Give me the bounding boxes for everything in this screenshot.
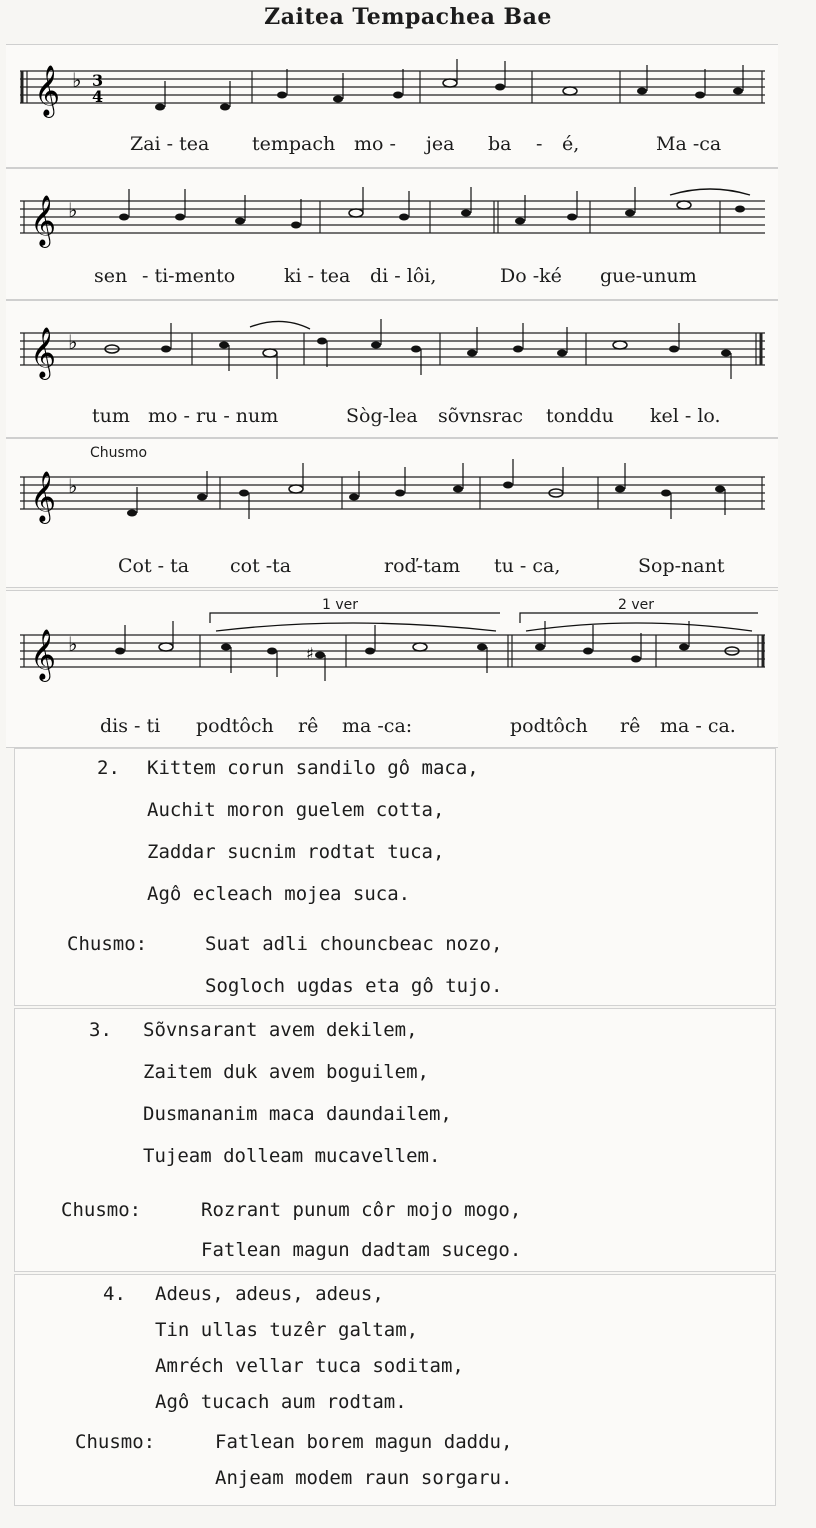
lyric-word: ki - tea <box>284 265 351 287</box>
svg-text:♭: ♭ <box>68 632 78 656</box>
chorus-line: Suat adli chouncbeac nozo, <box>205 933 503 955</box>
lyric-word: sen <box>94 265 128 287</box>
staff-1-notation <box>20 55 770 135</box>
second-ending-marker: 2 ver <box>618 597 655 613</box>
verse-line: Dusmananim maca daundailem, <box>143 1103 452 1125</box>
verse-line: Sõvnsarant avem dekilem, <box>143 1019 418 1041</box>
music-staff-2 <box>6 168 778 300</box>
lyric-word: Sop-nant <box>638 555 725 577</box>
lyric-word: ma - ca. <box>660 715 736 737</box>
treble-clef-icon: 𝄞 <box>30 629 57 680</box>
lyric-word: Zai - tea <box>130 133 210 155</box>
svg-text:♯: ♯ <box>306 644 314 663</box>
lyric-word: Ma -ca <box>656 133 722 155</box>
lyric-word: - ti-mento <box>142 265 236 287</box>
chorus-line: Sogloch ugdas eta gô tujo. <box>205 975 503 997</box>
verse-line: Agô tucach aum rodtam. <box>155 1391 407 1413</box>
lyric-word: di - lôi, <box>370 265 437 287</box>
svg-text:♭: ♭ <box>68 330 78 354</box>
chorus-line: Fatlean magun dadtam sucego. <box>201 1239 522 1261</box>
music-staff-5 <box>6 590 778 748</box>
lyric-word: ba <box>488 133 512 155</box>
lyric-word: tu - ca, <box>494 555 561 577</box>
svg-text:♭: ♭ <box>72 68 82 92</box>
music-staff-3 <box>6 300 778 438</box>
first-ending-marker: 1 ver <box>322 597 359 613</box>
lyric-word: - <box>536 133 543 155</box>
chorus-line: Anjeam modem raun sorgaru. <box>215 1467 513 1489</box>
lyric-word: ma -ca: <box>342 715 413 737</box>
lyric-word: Do -ké <box>500 265 562 287</box>
chorus-label: Chusmo: <box>75 1431 156 1453</box>
lyric-word: sõvnsrac <box>438 405 523 427</box>
lyric-word: rê <box>620 715 641 737</box>
lyric-word: mo - ru - num <box>148 405 279 427</box>
verse-line: Agô ecleach mojea suca. <box>147 883 411 905</box>
verse-line: Tujeam dolleam mucavellem. <box>143 1145 441 1167</box>
treble-clef-icon: 𝄞 <box>30 471 57 522</box>
verse-number: 4. <box>103 1283 126 1305</box>
lyric-word: tempach <box>252 133 336 155</box>
verse-number: 2. <box>97 757 120 779</box>
song-title: Zaitea Tempachea Bae <box>264 4 552 30</box>
chorus-line: Rozrant punum côr mojo mogo, <box>201 1199 522 1221</box>
staff-5-notation <box>20 605 770 715</box>
lyric-word: dis - ti <box>100 715 161 737</box>
verse-4 <box>14 1274 776 1506</box>
lyric-word: gue-unum <box>600 265 697 287</box>
svg-text:♭: ♭ <box>68 474 78 498</box>
verse-3 <box>14 1008 776 1272</box>
chorus-line: Fatlean borem magun daddu, <box>215 1431 513 1453</box>
svg-text:♭: ♭ <box>68 198 78 222</box>
verse-2 <box>14 748 776 1006</box>
verse-line: Zaitem duk avem boguilem, <box>143 1061 429 1083</box>
staff-3-notation <box>20 311 770 401</box>
chorus-label: Chusmo: <box>61 1199 142 1221</box>
lyric-word: roď-tam <box>384 555 461 577</box>
verse-line: Auchit moron guelem cotta, <box>147 799 445 821</box>
lyric-word: Cot - ta <box>118 555 190 577</box>
svg-text:3: 3 <box>92 71 104 90</box>
chorus-marker: Chusmo <box>90 445 148 461</box>
svg-text:4: 4 <box>92 87 104 106</box>
treble-clef-icon: 𝄞 <box>34 65 61 116</box>
lyric-word: é, <box>562 133 580 155</box>
verse-line: Tin ullas tuzêr galtam, <box>155 1319 419 1341</box>
lyric-word: tonddu <box>546 405 614 427</box>
verse-line: Zaddar sucnim rodtat tuca, <box>147 841 445 863</box>
staff-2-notation <box>20 179 770 269</box>
lyric-word: cot -ta <box>230 555 292 577</box>
lyric-word: mo - <box>354 133 396 155</box>
lyric-word: tum <box>92 405 130 427</box>
lyric-word: kel - lo. <box>650 405 721 427</box>
staff-4-notation <box>20 453 770 553</box>
lyric-word: rê <box>298 715 319 737</box>
chorus-label: Chusmo: <box>67 933 148 955</box>
treble-clef-icon: 𝄞 <box>30 327 57 378</box>
music-staff-1 <box>6 44 778 168</box>
lyric-word: podtôch <box>510 715 588 737</box>
lyric-word: Sòg-lea <box>346 405 418 427</box>
verse-line: Kittem corun sandilo gô maca, <box>147 757 479 779</box>
treble-clef-icon: 𝄞 <box>30 195 57 246</box>
lyric-word: jea <box>426 133 455 155</box>
verse-line: Adeus, adeus, adeus, <box>155 1283 384 1305</box>
verse-line: Amréch vellar tuca soditam, <box>155 1355 464 1377</box>
lyric-word: podtôch <box>196 715 274 737</box>
music-staff-4 <box>6 438 778 588</box>
verse-number: 3. <box>89 1019 112 1041</box>
